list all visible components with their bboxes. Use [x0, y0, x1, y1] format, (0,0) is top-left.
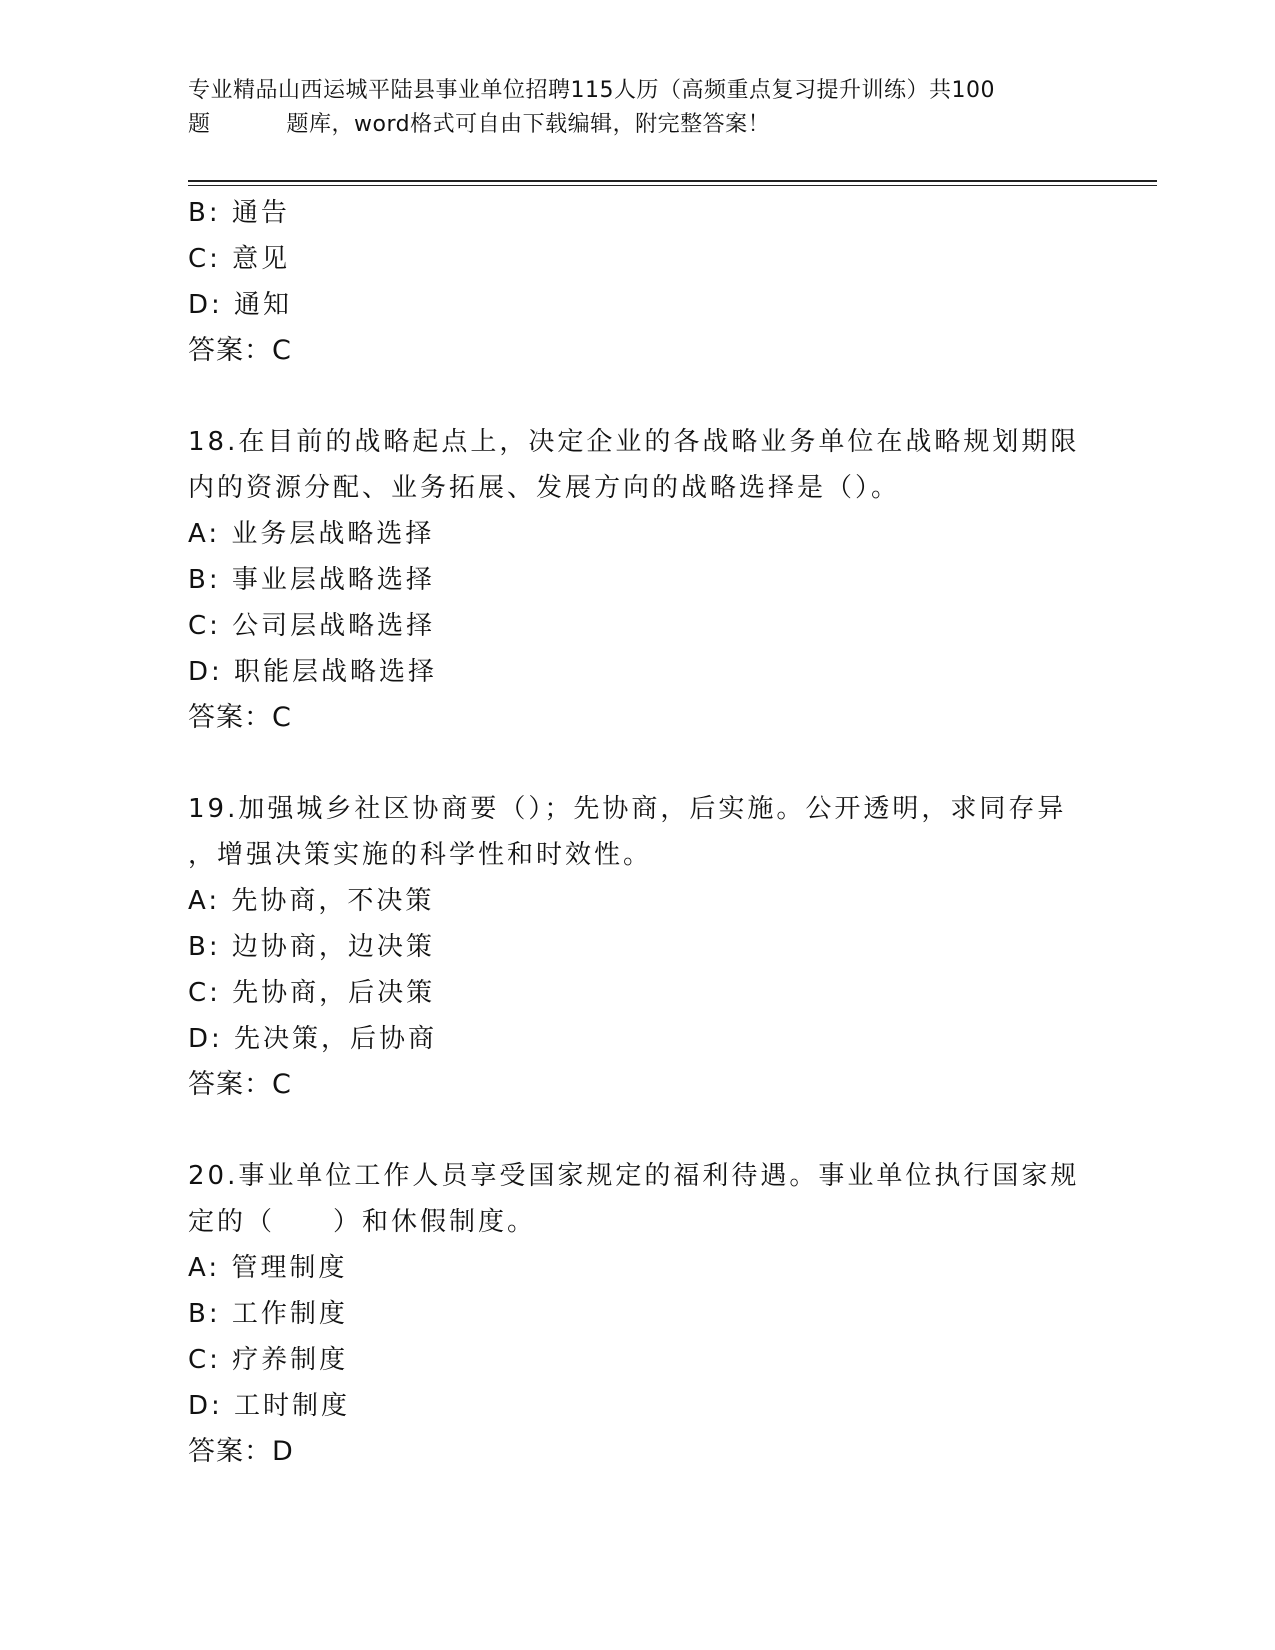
option-c: C: 先协商，后决策	[188, 978, 436, 1008]
question-list	[188, 190, 1088, 1475]
question-stem-line2: 定的（ ）和休假制度。	[188, 1207, 537, 1237]
option-d: D: 职能层战略选择	[188, 657, 438, 687]
header-divider-thick	[188, 180, 1157, 182]
option-c: C: 意见	[188, 244, 291, 274]
header-line2-right: 题库，word格式可自由下载编辑，附完整答案！	[286, 112, 771, 137]
answer: 答案：C	[188, 335, 292, 366]
option-d: D: 通知	[188, 290, 293, 320]
question-stem-line2: ，增强决策实施的科学性和时效性。	[188, 840, 653, 870]
question-stem-line1: 19.加强城乡社区协商要（）；先协商，后实施。公开透明，求同存异	[188, 794, 1067, 824]
option-a: A: 管理制度	[188, 1253, 348, 1283]
option-a: A: 先协商，不决策	[188, 886, 435, 916]
answer: 答案：D	[188, 1436, 294, 1467]
option-b: B: 事业层战略选择	[188, 565, 435, 595]
question-19	[188, 786, 1088, 1108]
header-line2-left: 题	[188, 112, 211, 137]
option-d: D: 工时制度	[188, 1391, 351, 1421]
answer: 答案：C	[188, 1069, 292, 1100]
option-b: B: 边协商，边决策	[188, 932, 435, 962]
question-stem-line1: 20.事业单位工作人员享受国家规定的福利待遇。事业单位执行国家规	[188, 1161, 1080, 1191]
option-b: B: 工作制度	[188, 1299, 348, 1329]
option-c: C: 公司层战略选择	[188, 611, 436, 641]
question-17-tail	[188, 190, 1088, 374]
answer: 答案：C	[188, 702, 292, 733]
question-stem-line2: 内的资源分配、业务拓展、发展方向的战略选择是（）。	[188, 473, 901, 503]
option-b: B: 通告	[188, 198, 290, 228]
question-18	[188, 419, 1088, 741]
header-title-line1: 专业精品山西运城平陆县事业单位招聘115人历（高频重点复习提升训练）共100	[188, 78, 995, 103]
question-20	[188, 1153, 1088, 1475]
document-header	[188, 74, 1088, 142]
header-divider-thin	[188, 185, 1157, 186]
header-title-line2	[188, 108, 1088, 142]
option-c: C: 疗养制度	[188, 1345, 349, 1375]
option-a: A: 业务层战略选择	[188, 519, 435, 549]
option-d: D: 先决策，后协商	[188, 1024, 438, 1054]
question-stem-line1: 18.在目前的战略起点上，决定企业的各战略业务单位在战略规划期限	[188, 427, 1080, 457]
